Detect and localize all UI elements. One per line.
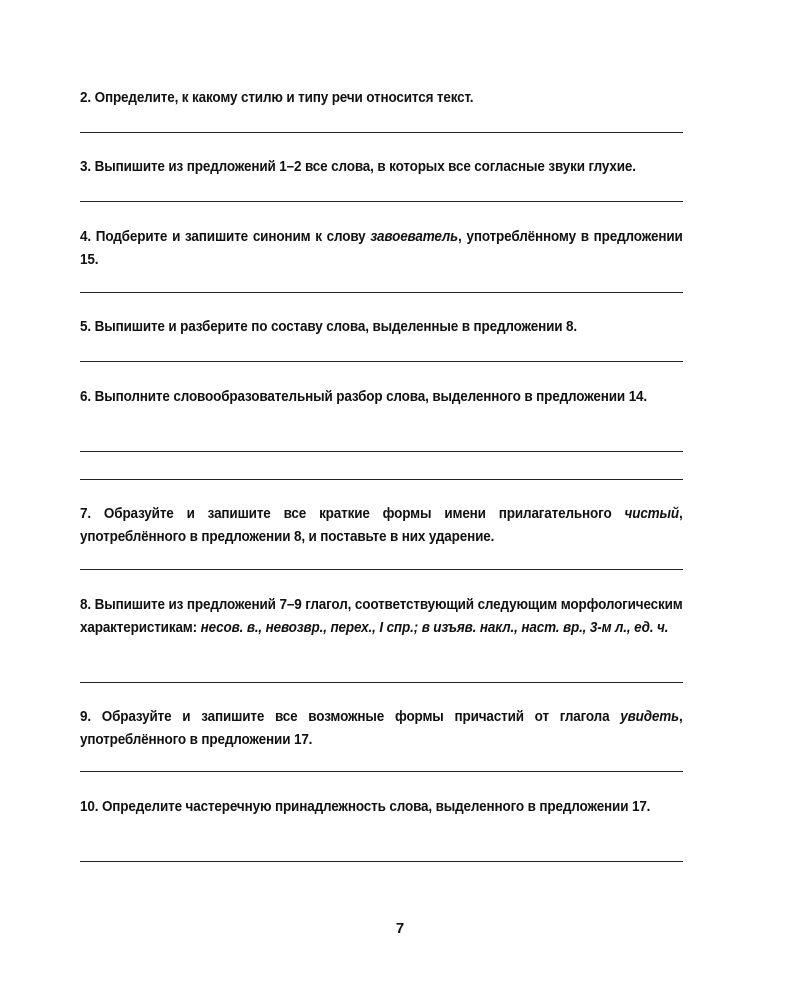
answer-line[interactable]	[80, 682, 683, 683]
answer-line[interactable]	[80, 361, 683, 362]
answer-line[interactable]	[80, 292, 683, 293]
question-5: 5. Выпишите и разберите по составу слова, выделенные в предложении 8.	[80, 319, 578, 335]
answer-line[interactable]	[80, 771, 683, 772]
answer-line[interactable]	[80, 132, 683, 133]
question-6: 6. Выполните словообразовательный разбор слова, выделенного в предложении 14.	[80, 389, 648, 405]
question-10: 10. Определите частеречную принадлежность слова, выделенного в предложении 17.	[80, 799, 651, 815]
answer-line[interactable]	[80, 569, 683, 570]
question-3: 3. Выпишите из предложений 1–2 все слова, в которых все согласные звуки глухие.	[80, 159, 636, 175]
question-2: 2. Определите, к какому стилю и типу речи относится текст.	[80, 90, 474, 106]
answer-line[interactable]	[80, 451, 683, 452]
emphasized-characteristics: несов. в., невозвр., перех., I спр.; в изъяв. накл., наст. вр., 3-м л., ед. ч.	[200, 620, 669, 636]
answer-line[interactable]	[80, 479, 683, 480]
answer-line[interactable]	[80, 201, 683, 202]
question-4: 4. Подберите и запишите синоним к слову завоеватель, употреблённому в предложении 15.	[80, 229, 683, 268]
emphasized-word: увидеть	[620, 709, 680, 725]
question-8: 8. Выпишите из предложений 7–9 глагол, соответствующий следующим морфологическим характеристикам: несов. в., невозвр., перех., I спр.; в изъяв. накл., наст. вр., 3-м л., ед. ч.	[80, 597, 683, 636]
emphasized-word: завоеватель	[370, 229, 459, 245]
emphasized-word: чистый	[624, 506, 680, 522]
answer-line[interactable]	[80, 861, 683, 862]
page-number: 7	[395, 920, 405, 937]
question-9: 9. Образуйте и запишите все возможные формы причастий от глагола увидеть, употреблённого в предложении 17.	[80, 709, 683, 748]
question-7: 7. Образуйте и запишите все краткие формы имени прилагательного чистый, употреблённого в предложении 8, и поставьте в них ударение.	[80, 506, 683, 545]
